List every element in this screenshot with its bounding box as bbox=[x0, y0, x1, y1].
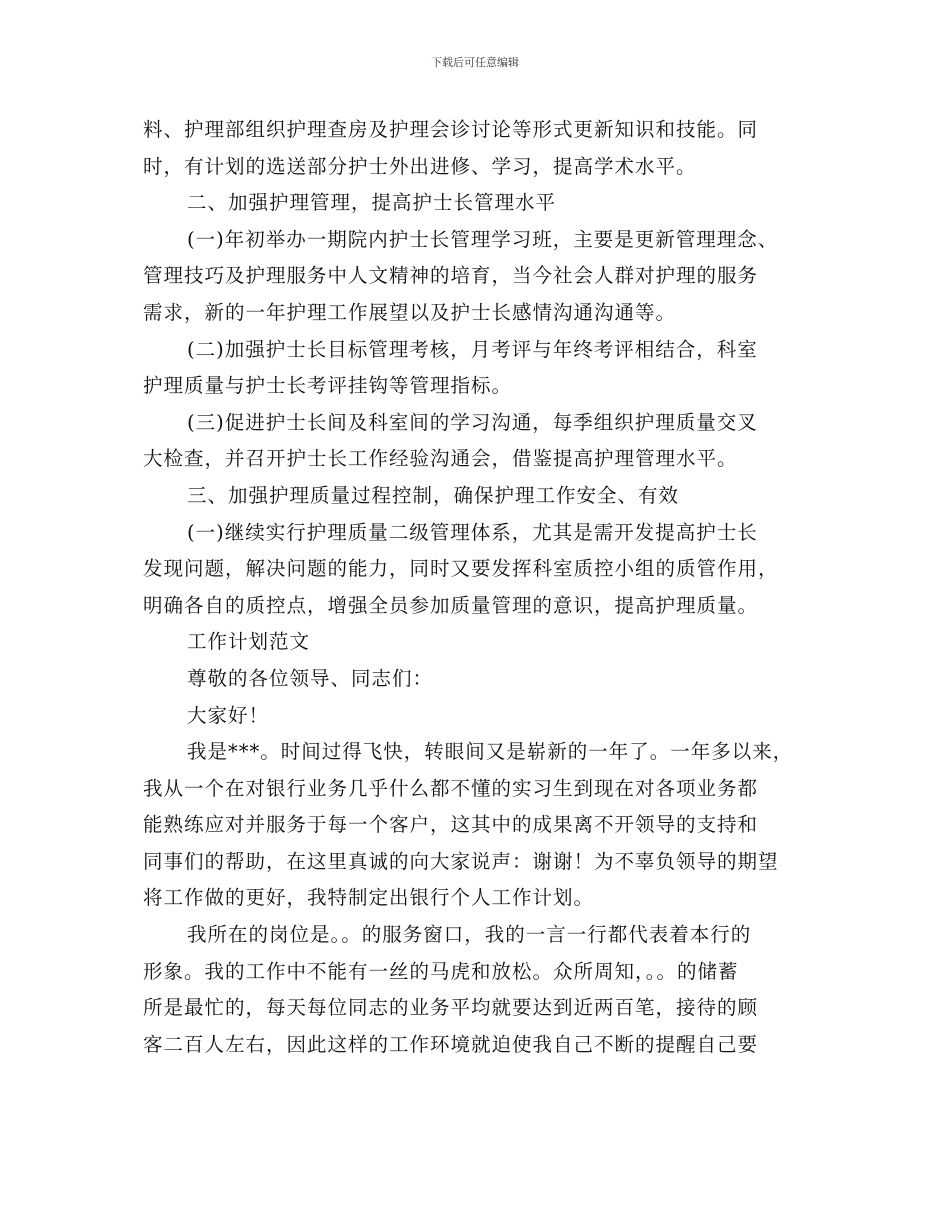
text-line: (一)继续实行护理质量二级管理体系，尤其是需开发提高护士长 bbox=[187, 520, 758, 544]
text-line: 将工作做的更好，我特制定出银行个人工作计划。 bbox=[143, 886, 595, 910]
text-line: 形象。我的工作中不能有一丝的马虎和放松。众所周知，。。的储蓄 bbox=[143, 959, 739, 983]
text-line: 大家好！ bbox=[187, 703, 270, 727]
text-line: 工作计划范文 bbox=[187, 630, 311, 654]
text-line: 同事们的帮助，在这里真诚的向大家说声：谢谢！为不辜负领导的期望 bbox=[143, 849, 779, 873]
text-line: (二)加强护士长目标管理考核，月考评与年终考评相结合，科室 bbox=[187, 337, 758, 361]
text-line: 二、加强护理管理，提高护士长管理水平 bbox=[187, 191, 557, 215]
text-line: 三、加强护理质量过程控制，确保护理工作安全、有效 bbox=[187, 483, 680, 507]
text-line: 护理质量与护士长考评挂钩等管理指标。 bbox=[143, 374, 513, 398]
text-line: 大检查，并召开护士长工作经验沟通会，借鉴提高护理管理水平。 bbox=[143, 447, 738, 471]
text-line: 能熟练应对并服务于每一个客户，这其中的成果离不开领导的支持和 bbox=[143, 813, 759, 837]
text-line: 客二百人左右，因此这样的工作环境就迫使我自己不断的提醒自己要 bbox=[143, 1032, 759, 1056]
text-line: 明确各自的质控点，增强全员参加质量管理的意识，提高护理质量。 bbox=[143, 593, 759, 617]
text-line: 尊敬的各位领导、同志们： bbox=[187, 666, 434, 690]
text-line: 需求，新的一年护理工作展望以及护士长感情沟通沟通等。 bbox=[143, 300, 677, 324]
text-line: (三)促进护士长间及科室间的学习沟通，每季组织护理质量交叉 bbox=[187, 410, 758, 434]
text-line: 发现问题，解决问题的能力，同时又要发挥科室质控小组的质管作用， bbox=[143, 557, 779, 581]
text-line: 我是***。时间过得飞快，转眼间又是崭新的一年了。一年多以来， bbox=[187, 740, 794, 764]
text-line: 我从一个在对银行业务几乎什么都不懂的实习生到现在对各项业务都 bbox=[143, 776, 759, 800]
text-line: 料、护理部组织护理查房及护理会诊讨论等形式更新知识和技能。同 bbox=[143, 118, 759, 141]
text-line: 管理技巧及护理服务中人文精神的培育，当今社会人群对护理的服务 bbox=[143, 264, 759, 288]
document-body bbox=[143, 112, 823, 1063]
text-line: 时，有计划的选送部分护士外出进修、学习，提高学术水平。 bbox=[143, 154, 697, 178]
page-header: 下载后可任意编辑 bbox=[431, 56, 519, 69]
text-line: (一)年初举办一期院内护士长管理学习班，主要是更新管理理念、 bbox=[187, 227, 779, 251]
text-line: 我所在的岗位是。。的服务窗口，我的一言一行都代表着本行的 bbox=[187, 923, 752, 947]
text-line: 所是最忙的，每天每位同志的业务平均就要达到近两百笔，接待的顾 bbox=[143, 996, 759, 1020]
